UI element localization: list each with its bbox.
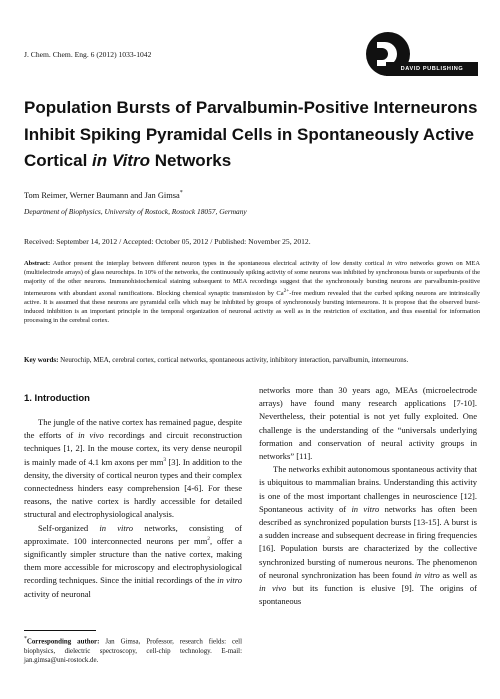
abstract-italic: in vitro (387, 260, 408, 267)
keywords-label: Key words: (24, 356, 59, 364)
left-column (24, 416, 242, 601)
corresponding-mark: * (179, 190, 183, 196)
footnote-divider (24, 630, 96, 631)
text: recordings and circuit reconstruction techniques [1, 2]. In the mouse cortex, its very dense neuropil is mainly made of 4.1 km axons per mm (24, 430, 242, 467)
text: networks has often been described as synchronized population bursts [13-15]. A burst is a sudden increase and subsequent decrease in firing frequencies [16]. Population bursts are characterized by the collective synchronized bursting of numerous neurons. The phenomenon of neuronal synchronization has been found (259, 503, 477, 580)
superscript: 3 (163, 456, 167, 463)
title-line-3 (24, 148, 484, 175)
author-list (24, 190, 183, 200)
abstract-text-3: -free medium revealed that the curbed spiking neurons are intrinsically active. It is assumed that these neurons are pyramidal cells which may be inhibited by groups of synchronously bursting interneurons. It is propose that the observed burst-induced inhibition is an important principle in the temporal organization of neuronal activity as well as in the restriction of excitation, and thus essential for information processing in the cerebral cortex. (24, 289, 481, 325)
text: as well as (439, 569, 477, 580)
publication-dates: Received: September 14, 2012 / Accepted: October 05, 2012 / Published: November 25, 2012. (24, 237, 311, 246)
title-line-3-start: Cortical (24, 151, 93, 170)
text: The jungle of the native cortex has remained pague, despite the efforts of (24, 417, 242, 441)
paper-title (24, 95, 484, 175)
section-heading: 1. Introduction (24, 393, 90, 404)
italic-text: in vitro (414, 569, 440, 580)
abstract-text-1: Author present the interplay between different neuron types in the spontaneous electrical activity of low density cortical (50, 260, 388, 267)
text: but its function is elusive [9]. The origins of spontaneous (259, 583, 477, 607)
publisher-logo-bar (386, 62, 478, 76)
intro-paragraph-3: networks more than 30 years ago, MEAs (microelectrode arrays) have found many research applications [7-10]. Nevertheless, their potential is not yet fully exploited. One challenge is the understanding of the “universals underlying formation and conservation of neural activity groups in networks” [11]. (259, 385, 477, 462)
text: [3]. In addition to the density, the diversity of cortical neuron types and their complex connectedness hinders easy comprehension [4-6]. For these reasons, the native cortex is hardly accessible for detailed structural and electrophysiological analysis. (24, 456, 242, 520)
publisher-logo (362, 30, 480, 82)
text: networks, consisting of approximate. 100 interconnected neurons per mm (24, 522, 242, 546)
affiliation: Department of Biophysics, University of Rostock, Rostock 18057, Germany (24, 207, 247, 216)
text: , offer a significantly simpler structure than the native cortex, making them more accessible for microscopy and electrophysiological recording techniques. Since the initial recordings of the (24, 535, 243, 586)
journal-reference: J. Chem. Chem. Eng. 6 (2012) 1033-1042 (24, 50, 152, 59)
publisher-logo-text: DAVID PUBLISHING (400, 66, 464, 72)
italic-text: in vivo (78, 430, 104, 441)
title-line-3-end: Networks (149, 151, 232, 170)
abstract-text-2: networks grown on MEA (multielectrode arrays) of glass neurochips. In 10% of the networks, the continuously spiking activity of some neurons was inhibited by synchronous bursts or superbursts of the majority of the other neurons. Immunohistochemical staining subsequent to MEA recordings suggest that the synchronously bursting neurons are parvalbumin-positive interneurons with abundant axonal ramifications. Blocking chemical synaptic transmission by Ca (24, 260, 480, 297)
intro-paragraph-4 (259, 463, 477, 608)
keywords-text: Neurochip, MEA, cerebral cortex, cortical networks, spontaneous activity, inhibitory interaction, parvalbumin, interneurons. (58, 356, 409, 364)
footnote-mark: * (24, 636, 27, 642)
italic-text: in vitro (99, 522, 134, 533)
abstract-superscript: 2+ (283, 287, 290, 294)
title-line-3-italic: in Vitro (92, 151, 150, 170)
footnote-text: Jan Gimsa, Professor, research fields: cell biophysics, dielectric spectroscopy, cell-chip technology. E-mail: jan.gimsa@uni-rostock.de. (24, 638, 242, 664)
footnote (24, 635, 242, 665)
author-names: Tom Reimer, Werner Baumann and Jan Gimsa (24, 190, 180, 200)
footnote-label: Corresponding author: (26, 638, 100, 646)
keywords (24, 356, 480, 366)
intro-paragraph-1 (24, 416, 242, 522)
italic-text: in vitro (217, 575, 242, 586)
italic-text: in vitro (351, 503, 380, 514)
text: Self-organized (38, 522, 100, 533)
abstract (24, 259, 480, 326)
right-column (259, 384, 477, 608)
text: The networks exhibit autonomous spontaneous activity that is ubiquitous to mammalian brains. Understanding this activity is one of the most important challenges in neuroscience [12]. Spontaneous activity of (259, 464, 477, 514)
title-line-1: Population Bursts of Parvalbumin-Positive Interneurons (24, 98, 478, 117)
abstract-label: Abstract: (24, 260, 51, 267)
text: activity of neuronal (24, 588, 91, 599)
title-line-2: Inhibit Spiking Pyramidal Cells in Spontaneously Active (24, 124, 474, 144)
italic-text: in vivo (259, 583, 287, 594)
superscript: 2 (207, 535, 211, 542)
intro-paragraph-2 (24, 522, 242, 601)
